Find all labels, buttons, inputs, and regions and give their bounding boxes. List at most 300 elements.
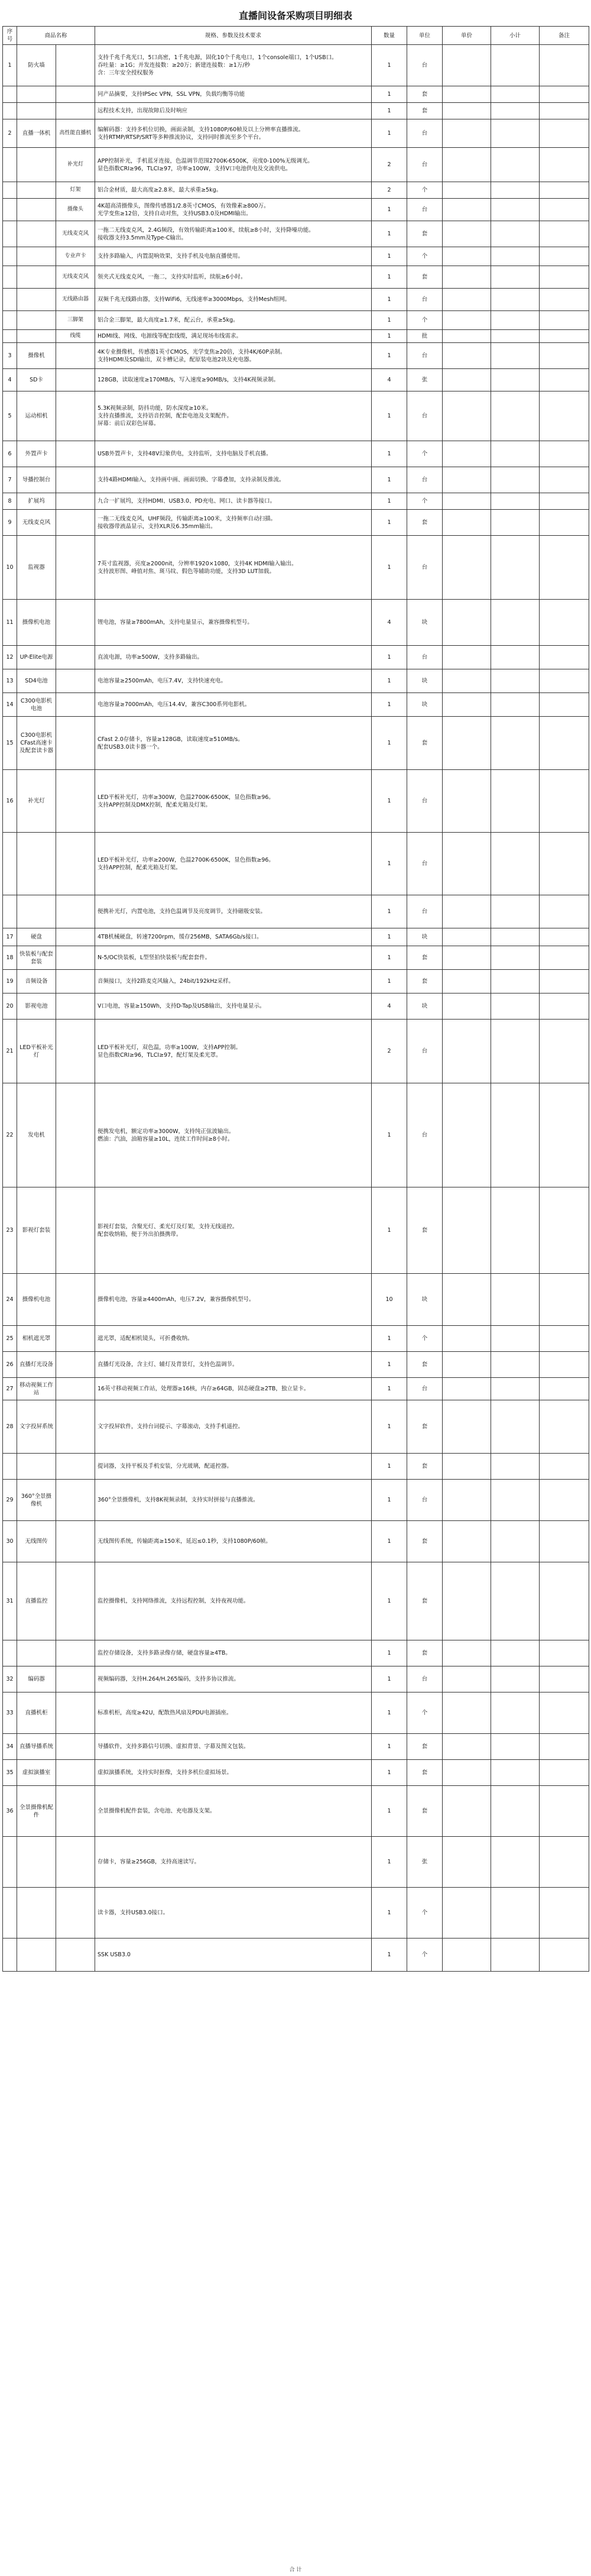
item-unit: 张	[407, 1837, 443, 1888]
table-row	[3, 1760, 589, 1786]
item-name: C300电影机电池	[17, 693, 56, 717]
item-unit: 台	[407, 895, 443, 928]
item-name	[17, 1888, 56, 1939]
item-spec: 电池容量≥7000mAh，电压14.4V，兼容C300系列电影机。	[95, 693, 372, 717]
row-number	[3, 1837, 17, 1888]
item-unit: 套	[407, 1400, 443, 1454]
item-unit: 块	[407, 600, 443, 646]
item-unit: 套	[407, 510, 443, 536]
item-subname	[56, 536, 95, 600]
item-unit: 台	[407, 199, 443, 221]
table-row	[3, 343, 589, 369]
item-qty: 1	[372, 833, 407, 895]
table-row	[3, 199, 589, 221]
item-subname	[56, 441, 95, 467]
item-price	[443, 103, 491, 119]
row-number: 34	[3, 1734, 17, 1760]
item-remark	[540, 833, 589, 895]
item-unit: 套	[407, 266, 443, 289]
row-number	[3, 199, 17, 221]
item-subname	[56, 1692, 95, 1734]
item-name: 音频设备	[17, 970, 56, 993]
row-number	[3, 833, 17, 895]
item-remark	[540, 510, 589, 536]
row-number: 8	[3, 493, 17, 510]
row-number	[3, 330, 17, 343]
item-unit: 块	[407, 993, 443, 1020]
item-name	[17, 148, 56, 182]
item-price	[443, 669, 491, 693]
item-subname	[56, 467, 95, 493]
item-subname	[56, 600, 95, 646]
item-name: 导播控制台	[17, 467, 56, 493]
item-unit: 台	[407, 467, 443, 493]
item-price	[443, 1837, 491, 1888]
item-price	[443, 1939, 491, 1972]
row-number	[3, 1939, 17, 1972]
table-row	[3, 1640, 589, 1666]
item-qty: 1	[372, 717, 407, 770]
table-header-row	[3, 27, 589, 45]
item-name: 摄像机	[17, 343, 56, 369]
item-unit: 台	[407, 343, 443, 369]
item-name: 无线麦克风	[17, 510, 56, 536]
item-remark	[540, 467, 589, 493]
table-row	[3, 1480, 589, 1521]
item-qty: 1	[372, 1640, 407, 1666]
item-subtotal	[491, 45, 540, 86]
item-unit: 块	[407, 669, 443, 693]
item-qty: 1	[372, 343, 407, 369]
item-qty: 1	[372, 1378, 407, 1400]
row-number	[3, 266, 17, 289]
item-remark	[540, 266, 589, 289]
item-price	[443, 1400, 491, 1454]
item-price	[443, 467, 491, 493]
table-row	[3, 1837, 589, 1888]
item-name: 直播灯光设备	[17, 1352, 56, 1378]
table-row	[3, 441, 589, 467]
item-subtotal	[491, 86, 540, 103]
item-spec: 7英寸监视器，亮度≥2000nit，分辨率1920×1080，支持4K HDMI输入输出。 支持波形图、峰值对焦、斑马纹、假色等辅助功能，支持3D LUT加载。	[95, 536, 372, 600]
item-name: 直播机柜	[17, 1692, 56, 1734]
item-remark	[540, 1562, 589, 1640]
item-name: UP-Elite电源	[17, 646, 56, 669]
item-unit: 块	[407, 928, 443, 946]
item-price	[443, 1692, 491, 1734]
table-row	[3, 311, 589, 330]
row-number: 4	[3, 369, 17, 391]
item-subtotal	[491, 1326, 540, 1352]
item-subtotal	[491, 646, 540, 669]
item-qty: 1	[372, 1734, 407, 1760]
item-unit: 台	[407, 1020, 443, 1083]
item-subname	[56, 993, 95, 1020]
item-remark	[540, 1187, 589, 1274]
item-name	[17, 247, 56, 266]
item-subname	[56, 895, 95, 928]
item-name: 虚拟演播室	[17, 1760, 56, 1786]
item-name: 影视电池	[17, 993, 56, 1020]
row-number: 15	[3, 717, 17, 770]
item-remark	[540, 369, 589, 391]
item-spec: 无线图传系统，传输距离≥150米，延迟≤0.1秒，支持1080P/60帧。	[95, 1521, 372, 1562]
header-subtotal: 小计	[491, 27, 540, 45]
item-subname	[56, 1786, 95, 1837]
item-spec: 同产品摘要，支持IPSec VPN，SSL VPN，负载均衡等功能	[95, 86, 372, 103]
item-subtotal	[491, 970, 540, 993]
item-spec: LED平板补光灯，双色温，功率≥100W，支持APP控制。 显色指数CRI≥96，TLCI≥97，配灯架及柔光罩。	[95, 1020, 372, 1083]
item-remark	[540, 536, 589, 600]
item-subname	[56, 1480, 95, 1521]
item-price	[443, 86, 491, 103]
item-remark	[540, 1521, 589, 1562]
item-spec: USB外置声卡，支持48V幻象供电，支持监听，支持电脑及手机直播。	[95, 441, 372, 467]
item-name: 外置声卡	[17, 441, 56, 467]
item-subtotal	[491, 1734, 540, 1760]
item-name: 相机遮光罩	[17, 1326, 56, 1352]
table-row	[3, 1187, 589, 1274]
item-price	[443, 391, 491, 441]
row-number: 9	[3, 510, 17, 536]
item-qty: 1	[372, 1454, 407, 1480]
item-price	[443, 343, 491, 369]
item-price	[443, 1378, 491, 1400]
item-price	[443, 1734, 491, 1760]
item-unit: 个	[407, 493, 443, 510]
item-spec: 直播灯光设备，含主灯、辅灯及背景灯，支持色温调节。	[95, 1352, 372, 1378]
item-price	[443, 1352, 491, 1378]
row-number	[3, 148, 17, 182]
item-remark	[540, 86, 589, 103]
item-name: 运动相机	[17, 391, 56, 441]
item-remark	[540, 199, 589, 221]
header-no: 序号	[3, 27, 17, 45]
item-subname: 三脚架	[56, 311, 95, 330]
row-number	[3, 895, 17, 928]
item-qty: 1	[372, 1562, 407, 1640]
item-subname	[56, 928, 95, 946]
item-price	[443, 182, 491, 199]
item-qty: 1	[372, 669, 407, 693]
item-subtotal	[491, 1521, 540, 1562]
row-number: 21	[3, 1020, 17, 1083]
item-spec: 直流电源，功率≥500W，支持多路输出。	[95, 646, 372, 669]
equipment-table	[2, 26, 589, 1972]
item-subtotal	[491, 510, 540, 536]
item-qty: 1	[372, 391, 407, 441]
item-unit: 个	[407, 247, 443, 266]
item-remark	[540, 1640, 589, 1666]
item-remark	[540, 1020, 589, 1083]
row-number	[3, 86, 17, 103]
item-name: 编码器	[17, 1666, 56, 1692]
item-subtotal	[491, 717, 540, 770]
table-row	[3, 391, 589, 441]
item-spec: 摄像机电池，容量≥4400mAh，电压7.2V，兼容摄像机型号。	[95, 1274, 372, 1326]
table-row	[3, 993, 589, 1020]
table-row	[3, 247, 589, 266]
item-unit: 个	[407, 1692, 443, 1734]
item-subtotal	[491, 330, 540, 343]
item-subname	[56, 103, 95, 119]
item-name: 直播导播系统	[17, 1734, 56, 1760]
row-number: 1	[3, 45, 17, 86]
item-subname: 补光灯	[56, 148, 95, 182]
item-subtotal	[491, 928, 540, 946]
table-row	[3, 646, 589, 669]
item-price	[443, 833, 491, 895]
item-name: 文字投屏系统	[17, 1400, 56, 1454]
row-number	[3, 289, 17, 311]
item-remark	[540, 946, 589, 970]
item-qty: 1	[372, 1187, 407, 1274]
item-qty: 1	[372, 1692, 407, 1734]
item-qty: 1	[372, 1521, 407, 1562]
item-remark	[540, 221, 589, 247]
item-qty: 1	[372, 1352, 407, 1378]
row-number	[3, 1454, 17, 1480]
item-remark	[540, 970, 589, 993]
table-row	[3, 103, 589, 119]
item-remark	[540, 247, 589, 266]
item-unit: 台	[407, 119, 443, 148]
item-name: 扩展坞	[17, 493, 56, 510]
item-subtotal	[491, 1666, 540, 1692]
item-spec: 4TB机械硬盘，转速7200rpm，缓存256MB，SATA6Gb/s接口。	[95, 928, 372, 946]
row-number	[3, 103, 17, 119]
item-subtotal	[491, 1640, 540, 1666]
item-name	[17, 330, 56, 343]
item-unit: 个	[407, 1939, 443, 1972]
item-subtotal	[491, 1837, 540, 1888]
item-subname	[56, 86, 95, 103]
item-subtotal	[491, 1378, 540, 1400]
row-number: 36	[3, 1786, 17, 1837]
item-qty: 1	[372, 247, 407, 266]
item-qty: 4	[372, 993, 407, 1020]
item-name: 快装板与配套套装	[17, 946, 56, 970]
item-spec: 360°全景摄像机，支持8K视频录制，支持实时拼接与直播推流。	[95, 1480, 372, 1521]
row-number: 3	[3, 343, 17, 369]
row-number	[3, 221, 17, 247]
item-qty: 2	[372, 182, 407, 199]
item-subname	[56, 1760, 95, 1786]
item-spec: 电池容量≥2500mAh，电压7.4V，支持快速充电。	[95, 669, 372, 693]
item-spec: 16英寸移动视频工作站，处理器≥16核，内存≥64GB，固态硬盘≥2TB，独立显卡。	[95, 1378, 372, 1400]
item-remark	[540, 1480, 589, 1521]
item-price	[443, 895, 491, 928]
footer-total: 合 计	[289, 2567, 302, 2573]
item-unit: 台	[407, 1083, 443, 1187]
item-price	[443, 1786, 491, 1837]
item-qty: 1	[372, 119, 407, 148]
item-unit: 套	[407, 970, 443, 993]
item-qty: 1	[372, 1326, 407, 1352]
item-spec: 领夹式无线麦克风，一拖二，支持实时监听，续航≥6小时。	[95, 266, 372, 289]
item-spec: 支持千兆千兆光口，5口高密，1千兆电源，固化10个千兆电口，1个console端口，1个USB口。 吞吐量：≥1G；并发连接数：≥20万；新建连接数：≥1万/秒 含：三年安全授权服务	[95, 45, 372, 86]
item-subtotal	[491, 833, 540, 895]
item-subname	[56, 510, 95, 536]
row-number: 24	[3, 1274, 17, 1326]
table-row	[3, 1352, 589, 1378]
item-qty: 1	[372, 895, 407, 928]
item-price	[443, 1187, 491, 1274]
item-subtotal	[491, 247, 540, 266]
item-spec: 监控存储设备，支持多路录像存储，硬盘容量≥4TB。	[95, 1640, 372, 1666]
item-remark	[540, 311, 589, 330]
item-unit: 套	[407, 1352, 443, 1378]
item-remark	[540, 669, 589, 693]
item-remark	[540, 928, 589, 946]
item-subtotal	[491, 369, 540, 391]
item-price	[443, 510, 491, 536]
item-subtotal	[491, 1274, 540, 1326]
item-remark	[540, 717, 589, 770]
item-remark	[540, 1274, 589, 1326]
item-subname	[56, 1274, 95, 1326]
item-remark	[540, 895, 589, 928]
item-name	[17, 1454, 56, 1480]
item-spec: 虚拟演播系统，支持实时抠像，支持多机位虚拟场景。	[95, 1760, 372, 1786]
table-row	[3, 1274, 589, 1326]
item-qty: 1	[372, 86, 407, 103]
item-spec: V口电池，容量≥150Wh，支持D-Tap及USB输出，支持电量显示。	[95, 993, 372, 1020]
item-spec: 便携发电机，额定功率≥3000W，支持纯正弦波输出。 燃油：汽油，油箱容量≥10L，连续工作时间≥8小时。	[95, 1083, 372, 1187]
item-price	[443, 330, 491, 343]
row-number: 16	[3, 770, 17, 833]
item-name: 补光灯	[17, 770, 56, 833]
item-spec: 文字投屏软件，支持台词提示、字幕滚动，支持手机遥控。	[95, 1400, 372, 1454]
item-qty: 1	[372, 1888, 407, 1939]
item-unit: 套	[407, 221, 443, 247]
item-subtotal	[491, 770, 540, 833]
row-number: 10	[3, 536, 17, 600]
item-subname	[56, 1562, 95, 1640]
table-row	[3, 1666, 589, 1692]
item-unit: 套	[407, 1562, 443, 1640]
item-name: 发电机	[17, 1083, 56, 1187]
item-subname	[56, 343, 95, 369]
row-number: 32	[3, 1666, 17, 1692]
item-name: 硬盘	[17, 928, 56, 946]
item-subtotal	[491, 119, 540, 148]
item-subname	[56, 391, 95, 441]
item-name: 全景摄像机配件	[17, 1786, 56, 1837]
item-subtotal	[491, 266, 540, 289]
item-name: 直播监控	[17, 1562, 56, 1640]
item-subname	[56, 1666, 95, 1692]
item-name: SD卡	[17, 369, 56, 391]
item-qty: 1	[372, 221, 407, 247]
item-spec: 遮光罩，适配相机镜头，可折叠收纳。	[95, 1326, 372, 1352]
item-remark	[540, 1760, 589, 1786]
item-subtotal	[491, 1562, 540, 1640]
item-price	[443, 1760, 491, 1786]
item-spec: 支持4路HDMI输入，支持画中画、画面切换、字幕叠加，支持录制及推流。	[95, 467, 372, 493]
item-unit: 套	[407, 1640, 443, 1666]
item-subname	[56, 1521, 95, 1562]
item-unit: 台	[407, 1378, 443, 1400]
table-row	[3, 717, 589, 770]
item-price	[443, 1274, 491, 1326]
table-row	[3, 669, 589, 693]
item-subtotal	[491, 1400, 540, 1454]
item-price	[443, 369, 491, 391]
table-row	[3, 1521, 589, 1562]
table-row	[3, 770, 589, 833]
item-subtotal	[491, 946, 540, 970]
item-price	[443, 1020, 491, 1083]
item-name: 无线图传	[17, 1521, 56, 1562]
item-qty: 1	[372, 1939, 407, 1972]
item-remark	[540, 1378, 589, 1400]
item-name: 影视灯套装	[17, 1187, 56, 1274]
item-name: 360°全景摄像机	[17, 1480, 56, 1521]
item-spec: APP控制补光，手机蓝牙连接，色温调节范围2700K-6500K，亮度0-100%无级调光。 显色指数CRI≥96，TLCI≥97，功率≥100W，支持V口电池供电及交流供电。	[95, 148, 372, 182]
item-price	[443, 1454, 491, 1480]
item-subname	[56, 1187, 95, 1274]
item-spec: 128GB，读取速度≥170MB/s，写入速度≥90MB/s，支持4K视频录制。	[95, 369, 372, 391]
table-row	[3, 928, 589, 946]
item-spec: 5.3K视频录制，防抖功能，防水深度≥10米。 支持直播推流，支持语音控制，配套电池及支架配件。 屏幕：前后双彩色屏幕。	[95, 391, 372, 441]
table-row	[3, 289, 589, 311]
item-spec: 导播软件，支持多路信号切换、虚拟背景、字幕及图文包装。	[95, 1734, 372, 1760]
item-subtotal	[491, 1888, 540, 1939]
row-number: 22	[3, 1083, 17, 1187]
item-remark	[540, 343, 589, 369]
item-subtotal	[491, 1786, 540, 1837]
item-name: LED平板补光灯	[17, 1020, 56, 1083]
item-unit: 套	[407, 1187, 443, 1274]
item-qty: 1	[372, 536, 407, 600]
item-subtotal	[491, 103, 540, 119]
item-qty: 1	[372, 45, 407, 86]
header-name: 商品名称	[17, 27, 95, 45]
item-qty: 1	[372, 1480, 407, 1521]
item-name: 摄像机电池	[17, 600, 56, 646]
item-remark	[540, 1400, 589, 1454]
item-spec: N-5/OC快装板，L型竖拍快装板与配套套件。	[95, 946, 372, 970]
item-subname	[56, 1454, 95, 1480]
item-remark	[540, 1666, 589, 1692]
table-row	[3, 600, 589, 646]
item-subname: 无线路由器	[56, 289, 95, 311]
item-subname	[56, 45, 95, 86]
item-qty: 1	[372, 103, 407, 119]
row-number: 25	[3, 1326, 17, 1352]
item-subname: 无线麦克风	[56, 266, 95, 289]
item-remark	[540, 45, 589, 86]
item-subtotal	[491, 1692, 540, 1734]
item-price	[443, 770, 491, 833]
row-number: 19	[3, 970, 17, 993]
item-subtotal	[491, 600, 540, 646]
item-subname	[56, 693, 95, 717]
item-qty: 1	[372, 289, 407, 311]
item-subtotal	[491, 182, 540, 199]
item-subname	[56, 493, 95, 510]
item-subtotal	[491, 148, 540, 182]
item-price	[443, 45, 491, 86]
item-remark	[540, 993, 589, 1020]
item-price	[443, 247, 491, 266]
item-price	[443, 119, 491, 148]
item-subtotal	[491, 311, 540, 330]
item-subname	[56, 717, 95, 770]
item-name	[17, 311, 56, 330]
item-remark	[540, 182, 589, 199]
